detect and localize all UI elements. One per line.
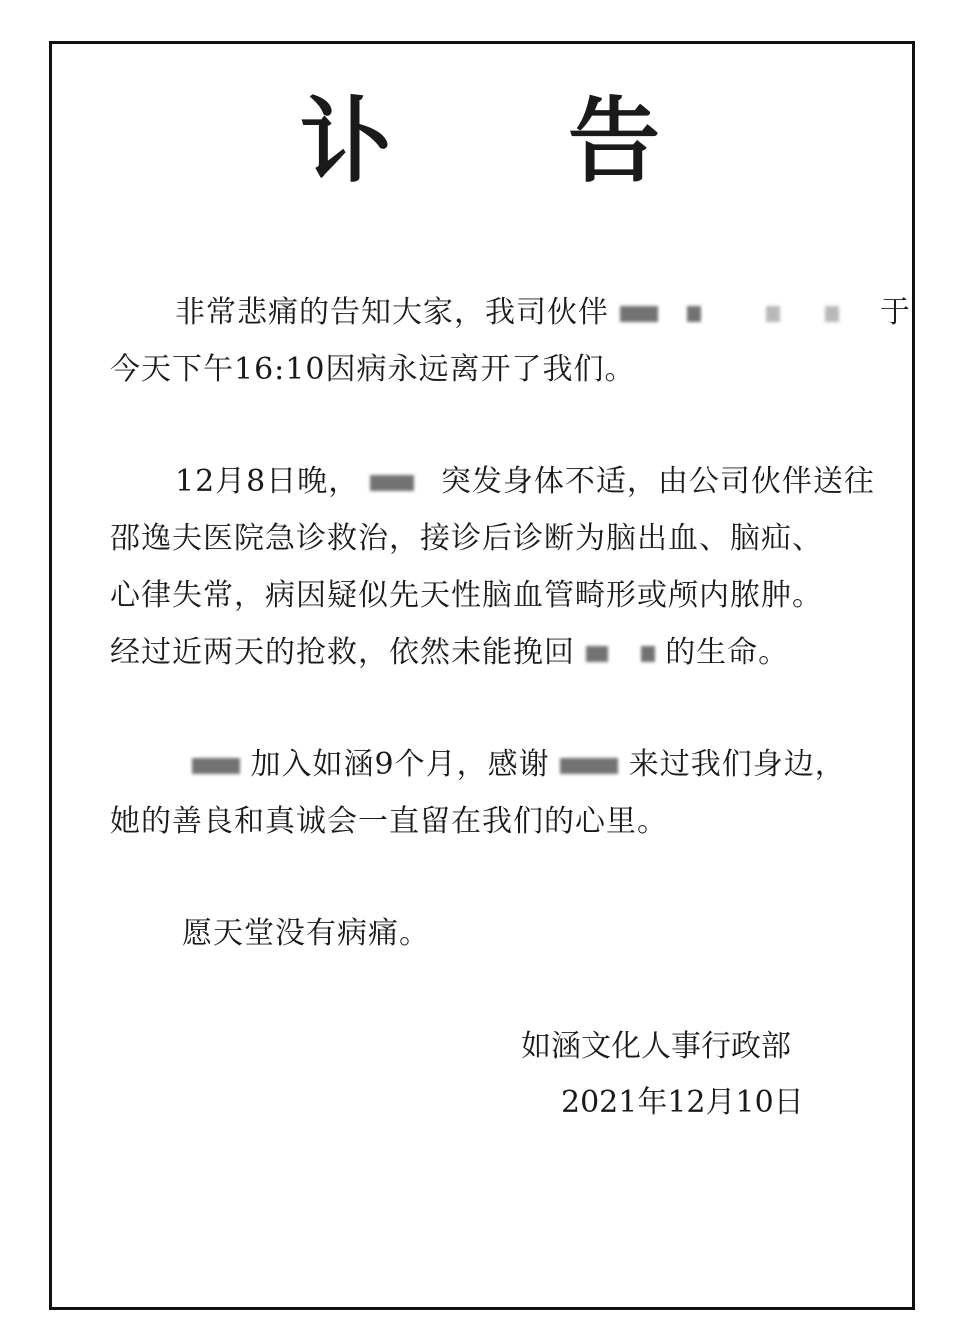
para2-line1 [175,464,875,499]
para3-line1-end: 来过我们身边， [628,747,846,782]
redacted-name [766,306,780,322]
redacted-name [620,306,658,322]
para2-line4-end: 的生命。 [665,635,790,670]
redacted-name [370,475,414,491]
redacted-name [687,306,701,322]
para2-line4 [110,635,790,670]
para2-line4-start: 经过近两天的抢救，依然未能挽回 [110,635,575,670]
notice-title: 讣 告 [299,87,733,195]
para3-line2: 她的善良和真诚会一直留在我们的心里。 [110,804,668,839]
para4-line: 愿天堂没有病痛。 [182,916,430,951]
redacted-name [192,758,240,774]
para2-line3: 心律失常，病因疑似先天性脑血管畸形或颅内脓肿。 [110,578,823,613]
redacted-name [825,306,839,322]
para2-line2: 邵逸夫医院急诊救治，接诊后诊断为脑出血、脑疝、 [110,521,823,556]
para3-line1 [192,747,846,782]
para3-line1-mid: 加入如涵9个月，感谢 [250,747,550,782]
redacted-name [641,646,655,662]
signature-department: 如涵文化人事行政部 [521,1029,791,1064]
signature-date: 2021年12月10日 [561,1085,804,1120]
para2-line1-start: 12月8日晚， [175,464,360,499]
redacted-name [560,758,618,774]
para2-line1-end: 突发身体不适，由公司伙伴送往 [440,464,875,499]
para1-line1-end: 于 [879,295,911,330]
para1-line1 [175,295,911,330]
para1-line2: 今天下午16:10因病永远离开了我们。 [110,352,636,387]
redacted-name [586,646,608,662]
para1-line1-start: 非常悲痛的告知大家，我司伙伴 [175,295,609,330]
